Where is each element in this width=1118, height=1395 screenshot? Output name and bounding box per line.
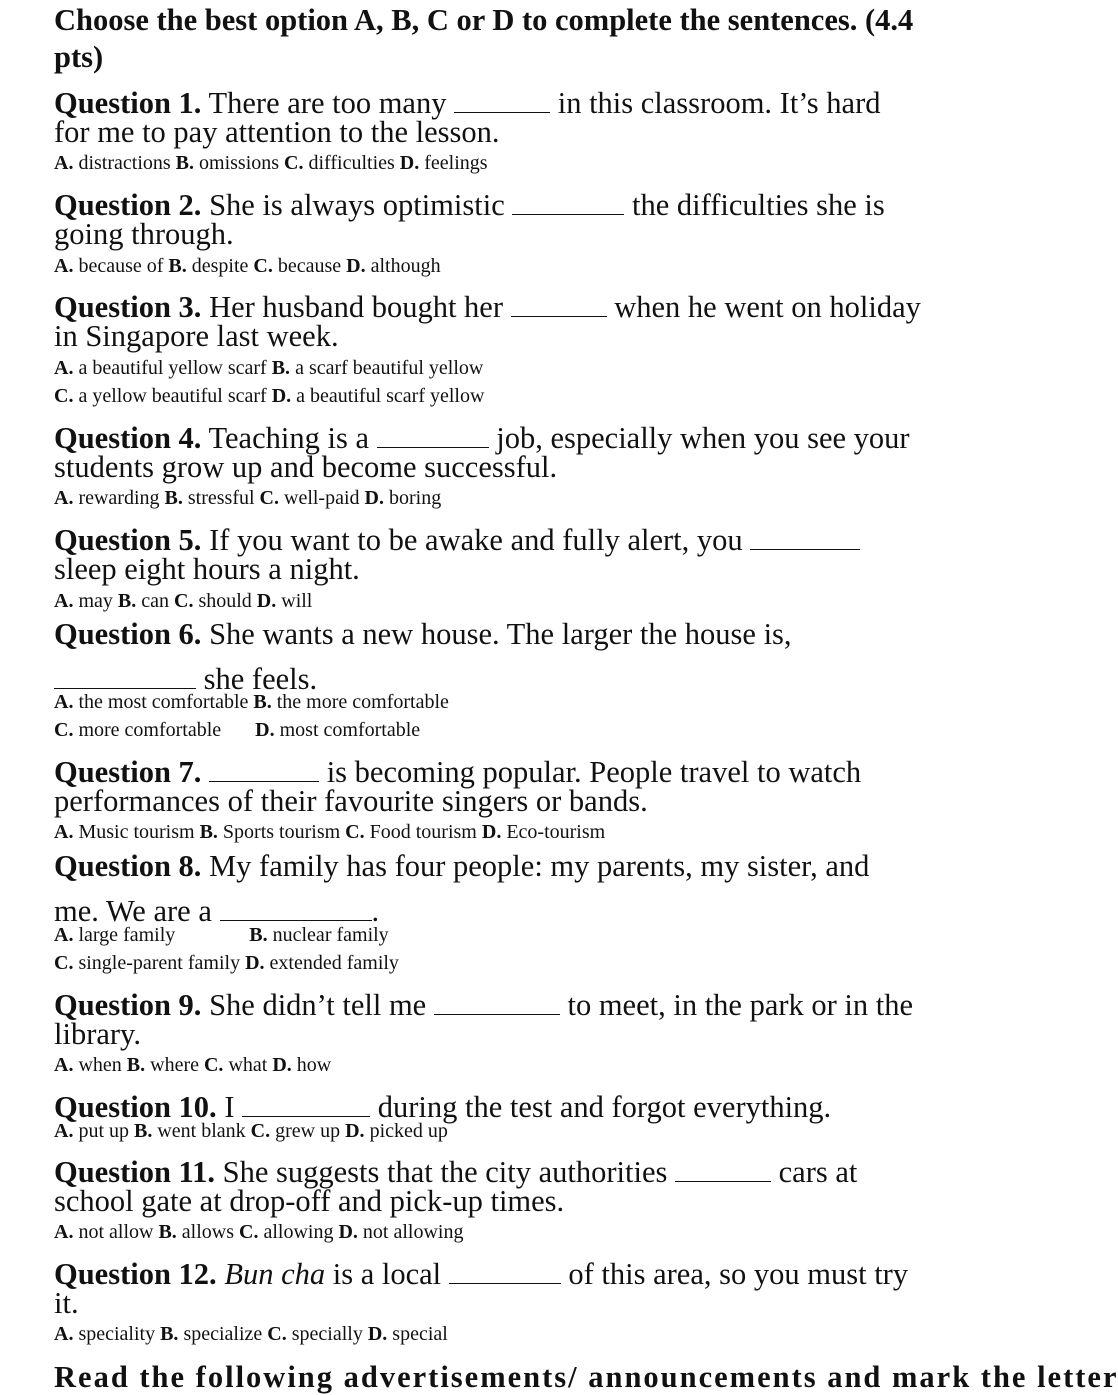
option-text: should [193, 590, 257, 612]
option-text: boring [383, 487, 442, 509]
option-letter: D. [364, 487, 384, 509]
question-text: I [216, 1090, 243, 1125]
option-text: a beautiful yellow scarf [73, 357, 272, 379]
option-letter: B. [117, 590, 137, 612]
option-text: allows [176, 1221, 240, 1243]
option-text: Sports tourism [217, 821, 346, 843]
option-text: put up [73, 1120, 135, 1142]
options-11 [54, 1222, 463, 1242]
question-text: She is always optimistic [201, 188, 513, 223]
option-letter: C. [174, 590, 194, 612]
question-text: She wants a new house. The larger the house is, [201, 617, 792, 651]
question-text: . [371, 894, 380, 929]
option-text: more comfortable [73, 719, 222, 741]
option-text: what [223, 1054, 273, 1076]
options-9 [54, 1055, 331, 1075]
option-letter: B. [249, 924, 268, 946]
option-text: large family [73, 924, 176, 946]
question-text: in this classroom. It’s hard [550, 86, 881, 121]
answer-blank [750, 517, 860, 550]
question-11-cont: school gate at drop-off and pick-up times. [54, 1184, 565, 1218]
option-letter: B. [126, 1054, 146, 1076]
option-letter: D. [481, 821, 502, 843]
question-2-cont: going through. [54, 217, 234, 251]
option-text: not allow [73, 1221, 159, 1243]
option-text: extended family [264, 952, 399, 974]
option-text: because [272, 255, 347, 277]
question-12 [54, 1251, 908, 1290]
option-letter: C. [253, 255, 273, 277]
option-text: a scarf beautiful yellow [290, 357, 484, 379]
option-text: despite [186, 255, 254, 277]
question-10 [54, 1084, 831, 1123]
answer-blank [434, 982, 560, 1015]
option-letter: D. [346, 255, 366, 277]
answer-blank [209, 749, 319, 782]
question-7-cont: performances of their favourite singers or bands. [54, 784, 648, 818]
options-3-row-1 [54, 358, 483, 378]
question-8-cont [54, 888, 379, 927]
option-text: feelings [419, 152, 488, 174]
answer-blank [512, 182, 624, 215]
option-letter: C. [54, 385, 74, 407]
options-10 [54, 1121, 448, 1141]
question-text: Her husband bought her [201, 290, 511, 325]
option-letter: A. [54, 1323, 74, 1345]
option-letter: A. [54, 821, 74, 843]
option-text: specialize [178, 1323, 268, 1345]
question-3-cont: in Singapore last week. [54, 319, 339, 353]
options-8-row-2 [54, 953, 399, 973]
question-3 [54, 284, 921, 323]
question-text: She suggests that the city authorities [215, 1155, 675, 1190]
options-5 [54, 591, 312, 611]
options-2 [54, 256, 441, 276]
option-text: stressful [182, 487, 260, 509]
option-letter: B. [158, 1221, 177, 1243]
question-text: she feels. [196, 662, 318, 697]
answer-blank [449, 1251, 561, 1284]
options-3-row-2 [54, 386, 484, 406]
question-6 [54, 619, 792, 650]
option-text: most comfortable [274, 719, 421, 741]
options-6-row-2 [54, 720, 420, 740]
option-letter: C. [203, 1054, 224, 1076]
question-label: Question 11. [54, 1155, 216, 1190]
question-text: Teaching is a [201, 421, 377, 456]
option-text: rewarding [73, 487, 165, 509]
option-text: where [145, 1054, 204, 1076]
option-letter: B. [134, 1120, 153, 1142]
question-text: the difficulties she is [624, 188, 885, 223]
option-letter: B. [253, 691, 272, 713]
question-11 [54, 1149, 857, 1188]
option-text: how [291, 1054, 332, 1076]
section-heading-cont: pts) [54, 40, 104, 74]
answer-blank [675, 1149, 771, 1182]
question-text: to meet, in the park or in the [559, 988, 914, 1023]
option-letter: B. [168, 255, 187, 277]
option-letter: B. [175, 152, 195, 174]
option-text: not allowing [357, 1221, 464, 1243]
option-letter: B. [164, 487, 183, 509]
option-letter: B. [199, 821, 218, 843]
option-letter: A. [54, 924, 74, 946]
options-4 [54, 488, 441, 508]
option-letter: A. [54, 1221, 74, 1243]
question-6-cont [54, 656, 317, 695]
answer-blank [242, 1084, 370, 1117]
option-text: special [387, 1323, 448, 1345]
question-label: Question 8. [54, 849, 202, 883]
option-letter: A. [54, 255, 74, 277]
question-text: of this area, so you must try [560, 1257, 909, 1292]
answer-blank [54, 656, 196, 689]
question-label: Question 2. [54, 188, 202, 223]
question-4 [54, 415, 910, 454]
question-7 [54, 749, 861, 788]
option-text: specially [286, 1323, 368, 1345]
option-letter: C. [284, 152, 304, 174]
question-5-cont: sleep eight hours a night. [54, 552, 360, 586]
answer-blank [454, 80, 550, 113]
option-letter: A. [54, 487, 74, 509]
option-letter: B. [160, 1323, 179, 1345]
option-text: distractions [73, 152, 176, 174]
option-text: Music tourism [73, 821, 200, 843]
question-1 [54, 80, 880, 119]
option-letter: C. [259, 487, 279, 509]
question-text: My family has four people: my parents, my sister, and [201, 849, 870, 883]
question-text: Bun cha [224, 1257, 326, 1292]
option-letter: B. [271, 357, 291, 379]
option-text: picked up [364, 1120, 448, 1142]
question-9 [54, 982, 913, 1021]
option-letter: A. [54, 1054, 74, 1076]
option-text: the more comfortable [271, 691, 449, 713]
question-8 [54, 851, 869, 882]
option-letter: C. [267, 1323, 287, 1345]
question-9-cont: library. [54, 1017, 141, 1051]
question-label: Question 4. [54, 421, 202, 456]
option-letter: A. [54, 152, 74, 174]
option-letter: A. [54, 357, 74, 379]
option-letter: C. [54, 952, 74, 974]
option-letter: D. [245, 952, 265, 974]
next-section-heading-cutoff: Read the following advertisements/ announcements and mark the letter [54, 1360, 1118, 1394]
option-text: when [73, 1054, 127, 1076]
question-2 [54, 182, 885, 221]
options-1 [54, 153, 488, 173]
option-text: a yellow beautiful scarf [73, 385, 272, 407]
question-label: Question 6. [54, 617, 202, 651]
option-letter: D. [271, 385, 292, 407]
question-text: me. We are a [54, 894, 220, 929]
question-text: If you want to be awake and fully alert, you [201, 523, 751, 558]
options-12 [54, 1324, 448, 1344]
option-letter: C. [345, 821, 365, 843]
option-letter: A. [54, 590, 74, 612]
question-text: cars at [771, 1155, 858, 1190]
option-letter: C. [250, 1120, 271, 1142]
options-7 [54, 822, 605, 842]
question-text: when he went on holiday [606, 290, 921, 325]
answer-blank [377, 415, 489, 448]
question-text: is becoming popular. People travel to watch [319, 755, 862, 790]
option-text: Eco-tourism [501, 821, 606, 843]
answer-blank [511, 284, 607, 317]
question-label: Question 9. [54, 988, 202, 1023]
option-letter: D. [338, 1221, 358, 1243]
option-letter: A. [54, 691, 74, 713]
option-text: the most comfortable [73, 691, 254, 713]
question-text: is a local [325, 1257, 449, 1292]
option-letter: A. [54, 1120, 74, 1142]
option-letter: D. [255, 719, 275, 741]
question-label: Question 5. [54, 523, 202, 558]
option-letter: C. [239, 1221, 259, 1243]
option-letter: D. [345, 1120, 365, 1142]
question-text: There are too many [201, 86, 455, 121]
question-label: Question 3. [54, 290, 202, 325]
option-text: speciality [73, 1323, 161, 1345]
question-label: Question 1. [54, 86, 202, 121]
option-text: nuclear family [267, 924, 389, 946]
option-text: allowing [258, 1221, 339, 1243]
option-text: although [365, 255, 441, 277]
option-text: omissions [194, 152, 285, 174]
option-letter: D. [367, 1323, 388, 1345]
option-letter: C. [54, 719, 74, 741]
question-12-cont: it. [54, 1286, 79, 1320]
section-heading: Choose the best option A, B, C or D to complete the sentences. (4.4 [54, 3, 914, 37]
option-text: Food tourism [364, 821, 482, 843]
option-text: grew up [270, 1120, 346, 1142]
question-text: during the test and forgot everything. [370, 1090, 832, 1125]
option-text: difficulties [303, 152, 400, 174]
question-4-cont: students grow up and become successful. [54, 450, 558, 484]
question-label: Question 7. [54, 755, 202, 790]
option-text: will [276, 590, 313, 612]
option-text: can [136, 590, 174, 612]
question-label: Question 12. [54, 1257, 217, 1292]
option-letter: D. [399, 152, 420, 174]
option-text: single-parent family [73, 952, 246, 974]
option-letter: D. [256, 590, 277, 612]
option-text: a beautiful scarf yellow [291, 385, 485, 407]
option-text: because of [73, 255, 169, 277]
option-text: well-paid [279, 487, 365, 509]
question-text: job, especially when you see your [488, 421, 910, 456]
options-8-row-1 [54, 925, 389, 945]
option-text: may [73, 590, 118, 612]
question-5 [54, 517, 860, 556]
option-letter: D. [272, 1054, 292, 1076]
question-label: Question 10. [54, 1090, 217, 1125]
answer-blank [220, 888, 372, 921]
option-text: went blank [152, 1120, 251, 1142]
question-text: She didn’t tell me [201, 988, 434, 1023]
options-6-row-1 [54, 692, 449, 712]
question-1-cont: for me to pay attention to the lesson. [54, 115, 500, 149]
